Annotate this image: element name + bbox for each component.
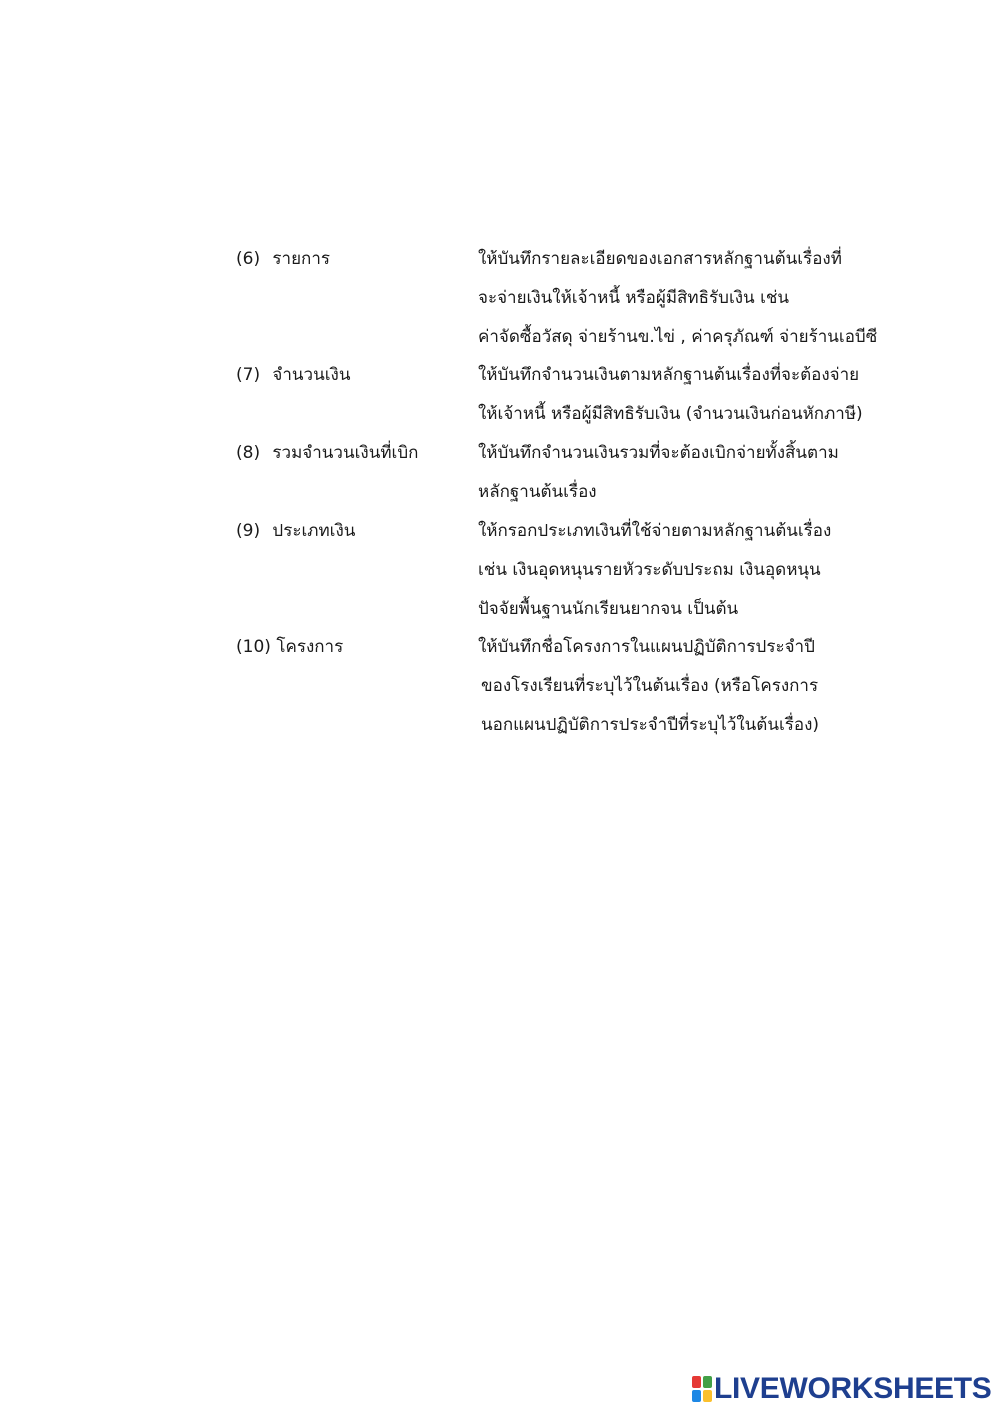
description-line: เช่น เงินอุดหนุนรายหัวระดับประถม เงินอุดหนุน [478,559,821,580]
logo-square-yellow [703,1390,712,1402]
description-line: ให้บันทึกจำนวนเงินตามหลักฐานต้นเรื่องที่จะต้องจ่าย [478,365,860,385]
entry-number: (7) [236,365,261,385]
logo-square-red [692,1376,701,1388]
liveworksheets-watermark [692,1372,992,1406]
description-line: หลักฐานต้นเรื่อง [478,481,597,502]
entry-description [478,434,948,512]
entry-number: (10) [236,637,271,657]
entry-description [478,628,948,744]
description-line: ให้บันทึกรายละเอียดของเอกสารหลักฐานต้นเรื่องที่ [478,249,842,269]
entry-number: (6) [236,249,261,269]
description-line: ให้เจ้าหนี้ หรือผู้มีสิทธิรับเงิน (จำนวนเงินก่อนหักภาษี) [478,403,863,424]
entry-description [478,512,948,628]
description-line: ให้บันทึกชื่อโครงการในแผนปฏิบัติการประจำปี [478,637,815,657]
description-line: ปัจจัยพื้นฐานนักเรียนยากจน เป็นต้น [478,598,739,619]
logo-square-blue [692,1390,701,1402]
entry-term-label: จำนวนเงิน [272,365,351,385]
entry-term [236,628,343,667]
entry-term [236,512,355,551]
entry-number: (9) [236,521,261,541]
entry-term-label: ประเภทเงิน [272,521,356,541]
description-line: นอกแผนปฏิบัติการประจำปีที่ระบุไว้ในต้นเรื่อง) [481,714,820,735]
description-line: จะจ่ายเงินให้เจ้าหนี้ หรือผู้มีสิทธิรับเงิน เช่น [478,287,790,308]
description-line: ค่าจัดซื้อวัสดุ จ่ายร้านข.ไข่ , ค่าครุภัณฑ์ จ่ายร้านเอบีซี [478,326,878,347]
logo-square-green [703,1376,712,1388]
liveworksheets-logo-icon [692,1376,712,1402]
entry-description [478,240,948,356]
entry-term-label: รวมจำนวนเงินที่เบิก [272,443,419,463]
entry-number: (8) [236,443,261,463]
entry-term-label: รายการ [272,249,331,269]
entry-term [236,434,418,473]
entry-description [478,356,948,434]
description-line: ของโรงเรียนที่ระบุไว้ในต้นเรื่อง (หรือโครงการ [481,675,819,696]
description-line: ให้บันทึกจำนวนเงินรวมที่จะต้องเบิกจ่ายทั้งสิ้นตาม [478,443,839,463]
entry-term-label: โครงการ [276,637,344,657]
watermark-text: LIVEWORKSHEETS [714,1372,992,1405]
entry-term [236,240,330,279]
description-line: ให้กรอกประเภทเงินที่ใช้จ่ายตามหลักฐานต้นเรื่อง [478,521,832,541]
entry-term [236,356,350,395]
